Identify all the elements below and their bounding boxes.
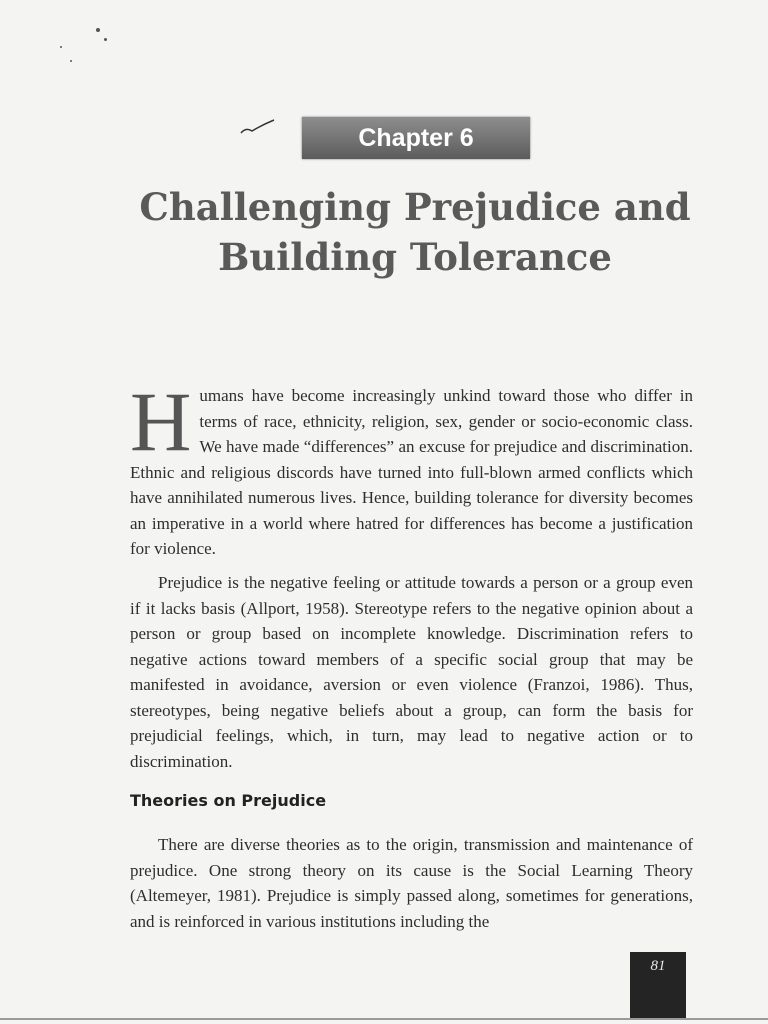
page-number: 81 <box>630 952 686 1018</box>
scan-speck <box>70 60 72 62</box>
scan-speck <box>60 46 62 48</box>
theories-paragraph: There are diverse theories as to the origin, transmission and maintenance of prejudice. One strong theory on its cause is the Social Learning Theory (Altemeyer, 1981). Prejudice is simply passed along, sometimes for generations, and is reinforced in various institutions including the <box>130 835 693 931</box>
drop-cap: H <box>130 375 192 469</box>
definitions-paragraph: Prejudice is the negative feeling or attitude towards a person or a group even if it lacks basis (Allport, 1958). Stereotype refers to the negative opinion about a person or group based on incomplete knowledge. Discrimination refers to negative actions toward members of a specific social group that may be manifested in avoidance, aversion or even violence (Franzoi, 1986). Thus, stereotypes, being negative beliefs about a group, can form the basis for prejudicial feelings, which, in turn, may lead to negative action or to discrimination. <box>130 573 693 771</box>
scan-speck <box>104 38 107 41</box>
section-heading: Theories on Prejudice <box>130 791 327 810</box>
scan-speck <box>96 28 100 32</box>
chapter-title: Challenging Prejudice and Building Tolerance <box>139 185 691 279</box>
pen-mark-icon <box>238 117 278 143</box>
chapter-label: Chapter 6 <box>302 117 530 159</box>
page-edge <box>0 1018 768 1020</box>
intro-paragraph <box>130 375 693 562</box>
intro-paragraph-text: umans have become increasingly unkind toward those who differ in terms of race, ethnicity, religion, sex, gender or socio-economic class. We have made “differences” an excuse for prejudice and discrimination. Ethnic and religious discords have turned into full-blown armed conflicts which have annihilated numerous lives. Hence, building tolerance for diversity becomes an imperative in a world where hatred for differences has become a justification for violence. <box>130 386 693 558</box>
